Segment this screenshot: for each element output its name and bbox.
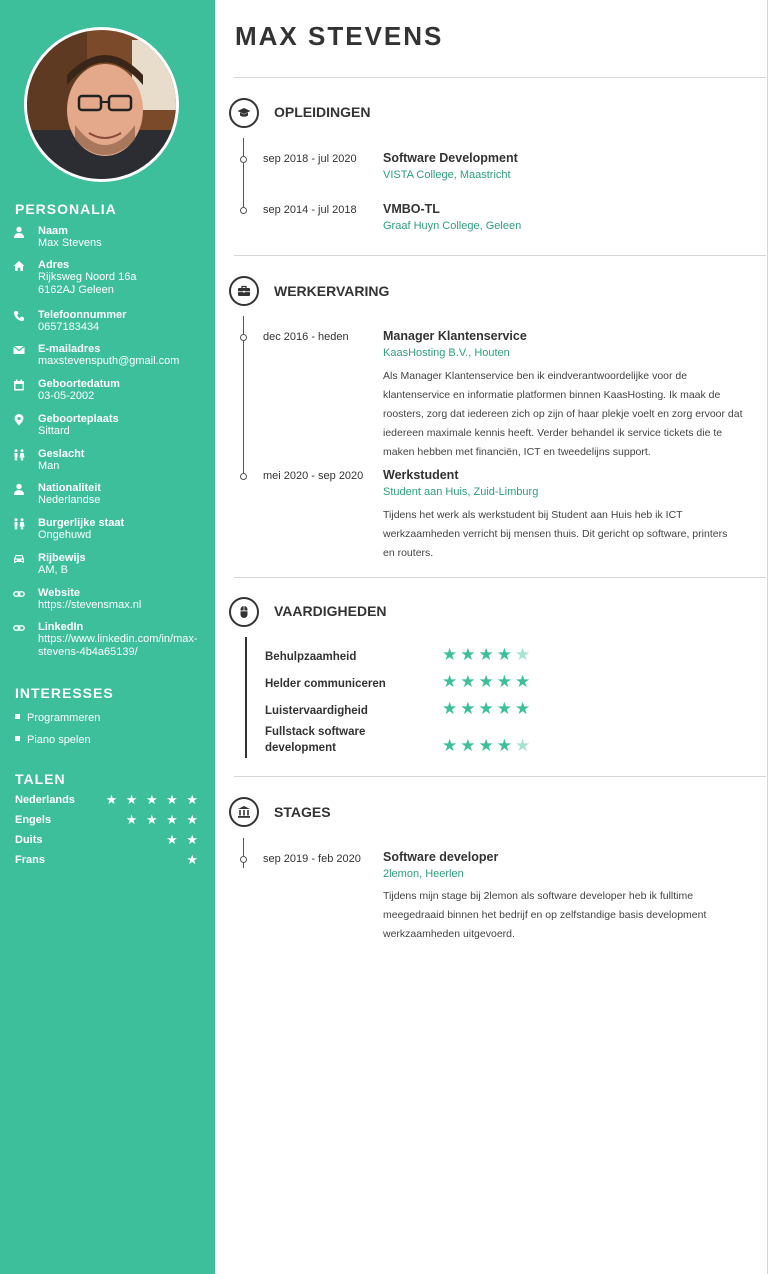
timeline-dot bbox=[240, 334, 247, 341]
section-title-vaardigheden: VAARDIGHEDEN bbox=[274, 603, 387, 619]
car-icon bbox=[13, 553, 25, 565]
star-icon: ★ bbox=[478, 672, 497, 692]
briefcase-icon bbox=[229, 276, 259, 306]
personalia-value: Max Stevens bbox=[38, 237, 102, 249]
language-name: Frans bbox=[15, 854, 45, 866]
personalia-value: 03-05-2002 bbox=[38, 390, 95, 402]
personalia-value: 0657183434 bbox=[38, 321, 100, 333]
skill-name bbox=[265, 724, 365, 756]
address-line: 6162AJ Geleen bbox=[38, 283, 114, 296]
section-title-stages: STAGES bbox=[274, 804, 331, 820]
skill-rating bbox=[442, 672, 533, 692]
page-title: MAX STEVENS bbox=[235, 21, 444, 51]
star-icon: ★ bbox=[460, 672, 479, 692]
personalia-label: Geboorteplaats bbox=[38, 413, 119, 425]
language-row bbox=[15, 834, 200, 846]
star-icon: ★ bbox=[496, 736, 515, 756]
linkedin-link[interactable] bbox=[38, 633, 218, 658]
language-stars: ★ ★ ★ ★ ★ bbox=[105, 793, 200, 808]
personalia-value bbox=[38, 271, 218, 296]
personalia-label: LinkedIn bbox=[38, 621, 84, 633]
interesses-heading: INTERESSES bbox=[15, 685, 114, 701]
section-title-werkervaring: WERKERVARING bbox=[274, 283, 390, 299]
language-name: Nederlands bbox=[15, 794, 75, 806]
skills-line bbox=[245, 637, 247, 758]
home-icon bbox=[13, 260, 25, 272]
couple-icon bbox=[13, 518, 25, 530]
language-name: Engels bbox=[15, 814, 52, 826]
skill-name: Luistervaardigheid bbox=[265, 705, 368, 717]
star-icon: ★ bbox=[496, 672, 515, 692]
star-icon: ★ bbox=[515, 672, 534, 692]
sidebar bbox=[0, 0, 215, 1274]
section-title-opleidingen: OPLEIDINGEN bbox=[274, 104, 371, 120]
star-icon: ★ bbox=[442, 699, 461, 719]
star-icon: ★ bbox=[442, 672, 461, 692]
language-row bbox=[15, 794, 200, 806]
personalia-value: maxstevensputh@gmail.com bbox=[38, 355, 180, 367]
interest-label: Piano spelen bbox=[27, 734, 91, 746]
entry-description bbox=[383, 506, 765, 563]
phone-icon bbox=[13, 310, 25, 322]
link-icon bbox=[13, 588, 25, 600]
description-line: Tijdens het werk als werkstudent bij Student aan Huis heb ik ICT bbox=[383, 509, 683, 521]
description-line: Als Manager Klantenservice ben ik eindverantwoordelijke voor de bbox=[383, 370, 688, 382]
personalia-value: Sittard bbox=[38, 425, 70, 437]
divider bbox=[234, 77, 766, 78]
timeline-dot bbox=[240, 473, 247, 480]
star-icon: ★ bbox=[478, 645, 497, 665]
personalia-label: Adres bbox=[38, 259, 70, 271]
description-line: maken hebben met financiën, ICT en tweedelijns support. bbox=[383, 446, 651, 458]
skill-rating bbox=[442, 736, 533, 756]
entry-title: VMBO-TL bbox=[383, 202, 440, 216]
linkedin-line: https://www.linkedin.com/in/max- bbox=[38, 633, 198, 645]
star-icon: ★ bbox=[478, 736, 497, 756]
star-icon: ★ bbox=[478, 699, 497, 719]
entry-date: sep 2014 - jul 2018 bbox=[263, 204, 357, 216]
entry-date: sep 2018 - jul 2020 bbox=[263, 153, 357, 165]
star-empty-icon: ★ bbox=[515, 645, 534, 665]
entry-subtitle: VISTA College, Maastricht bbox=[383, 169, 511, 181]
skill-name-line: Fullstack software bbox=[265, 726, 366, 738]
personalia-label: E-mailadres bbox=[38, 343, 101, 355]
divider bbox=[234, 577, 766, 578]
personalia-value: AM, B bbox=[38, 564, 68, 576]
avatar bbox=[24, 27, 179, 182]
star-icon: ★ bbox=[442, 736, 461, 756]
personalia-value: Man bbox=[38, 460, 60, 472]
personalia-label: Telefoonnummer bbox=[38, 309, 127, 321]
star-icon: ★ bbox=[460, 699, 479, 719]
skill-rating bbox=[442, 645, 533, 665]
timeline-line bbox=[243, 138, 244, 212]
person-icon bbox=[13, 483, 25, 495]
star-icon: ★ bbox=[442, 645, 461, 665]
entry-subtitle: Graaf Huyn College, Geleen bbox=[383, 220, 522, 232]
gender-icon bbox=[13, 449, 25, 461]
entry-title: Manager Klantenservice bbox=[383, 329, 527, 343]
link-icon bbox=[13, 622, 25, 634]
entry-date: sep 2019 - feb 2020 bbox=[263, 853, 361, 865]
entry-description bbox=[383, 887, 765, 944]
description-line: werkzaamheden verricht bij mensen thuis. Dit gericht op software, printers bbox=[383, 528, 728, 540]
language-stars: ★ ★ ★ ★ bbox=[125, 813, 200, 828]
entry-subtitle: 2lemon, Heerlen bbox=[383, 868, 464, 880]
personalia-label: Nationaliteit bbox=[38, 482, 101, 494]
entry-date: mei 2020 - sep 2020 bbox=[263, 470, 364, 482]
mail-icon bbox=[13, 344, 25, 356]
divider bbox=[234, 255, 766, 256]
profile-photo bbox=[27, 30, 176, 179]
entry-description bbox=[383, 367, 765, 462]
map-pin-icon bbox=[13, 414, 25, 426]
personalia-label: Website bbox=[38, 587, 80, 599]
entry-date: dec 2016 - heden bbox=[263, 331, 349, 343]
description-line: Tijdens mijn stage bij 2lemon als software developer heb ik fulltime bbox=[383, 890, 694, 902]
language-name: Duits bbox=[15, 834, 43, 846]
personalia-label: Geboortedatum bbox=[38, 378, 120, 390]
star-icon: ★ bbox=[460, 736, 479, 756]
skill-name-line: development bbox=[265, 742, 336, 754]
personalia-label: Naam bbox=[38, 225, 68, 237]
skill-rating bbox=[442, 699, 533, 719]
language-row bbox=[15, 854, 200, 866]
timeline-dot bbox=[240, 156, 247, 163]
interest-item bbox=[15, 734, 91, 746]
personalia-heading: PERSONALIA bbox=[15, 201, 117, 217]
star-icon: ★ bbox=[515, 699, 534, 719]
timeline-dot bbox=[240, 856, 247, 863]
entry-title: Software Development bbox=[383, 151, 518, 165]
mouse-icon bbox=[229, 597, 259, 627]
description-line: meegedraaid binnen het bedrijf en op zelfstandige basis development bbox=[383, 909, 707, 921]
entry-subtitle: KaasHosting B.V., Houten bbox=[383, 347, 510, 359]
person-icon bbox=[13, 226, 25, 238]
language-stars: ★ bbox=[186, 853, 200, 868]
skill-name: Behulpzaamheid bbox=[265, 651, 357, 663]
personalia-label: Rijbewijs bbox=[38, 552, 86, 564]
address-line: Rijksweg Noord 16a bbox=[38, 271, 137, 283]
language-stars: ★ ★ bbox=[166, 833, 200, 848]
description-line: werkzaamheden uitgevoerd. bbox=[383, 928, 515, 940]
star-icon: ★ bbox=[496, 645, 515, 665]
entry-subtitle: Student aan Huis, Zuid-Limburg bbox=[383, 486, 539, 498]
interest-label: Programmeren bbox=[27, 712, 101, 724]
entry-title: Software developer bbox=[383, 850, 499, 864]
personalia-label: Burgerlijke staat bbox=[38, 517, 125, 529]
star-empty-icon: ★ bbox=[515, 736, 534, 756]
linkedin-line: stevens-4b4a65139/ bbox=[38, 645, 138, 658]
bullet-icon bbox=[15, 714, 20, 719]
interest-item bbox=[15, 712, 100, 724]
website-link[interactable]: https://stevensmax.nl bbox=[38, 599, 142, 611]
calendar-icon bbox=[13, 379, 25, 391]
entry-title: Werkstudent bbox=[383, 468, 459, 482]
personalia-value: Nederlandse bbox=[38, 494, 101, 506]
skill-name: Helder communiceren bbox=[265, 678, 386, 690]
bullet-icon bbox=[15, 736, 20, 741]
description-line: roosters, zorg dat iedereen zich op zijn of haar plekje voelt en zorg ervoor dat bbox=[383, 408, 743, 420]
graduation-cap-icon bbox=[229, 98, 259, 128]
personalia-value: Ongehuwd bbox=[38, 529, 92, 541]
divider bbox=[234, 776, 766, 777]
star-icon: ★ bbox=[460, 645, 479, 665]
description-line: en routers. bbox=[383, 547, 434, 559]
personalia-label: Geslacht bbox=[38, 448, 85, 460]
timeline-line bbox=[243, 838, 244, 868]
description-line: klantenservice en informatie platformen binnen KaasHosting. Ik maak de bbox=[383, 389, 721, 401]
timeline-dot bbox=[240, 207, 247, 214]
star-icon: ★ bbox=[496, 699, 515, 719]
page-right-border bbox=[767, 0, 768, 1274]
talen-heading: TALEN bbox=[15, 771, 66, 787]
language-row bbox=[15, 814, 200, 826]
description-line: iedereen maximale kennis heeft. Verder behandel ik service tickets die te bbox=[383, 427, 723, 439]
bank-icon bbox=[229, 797, 259, 827]
